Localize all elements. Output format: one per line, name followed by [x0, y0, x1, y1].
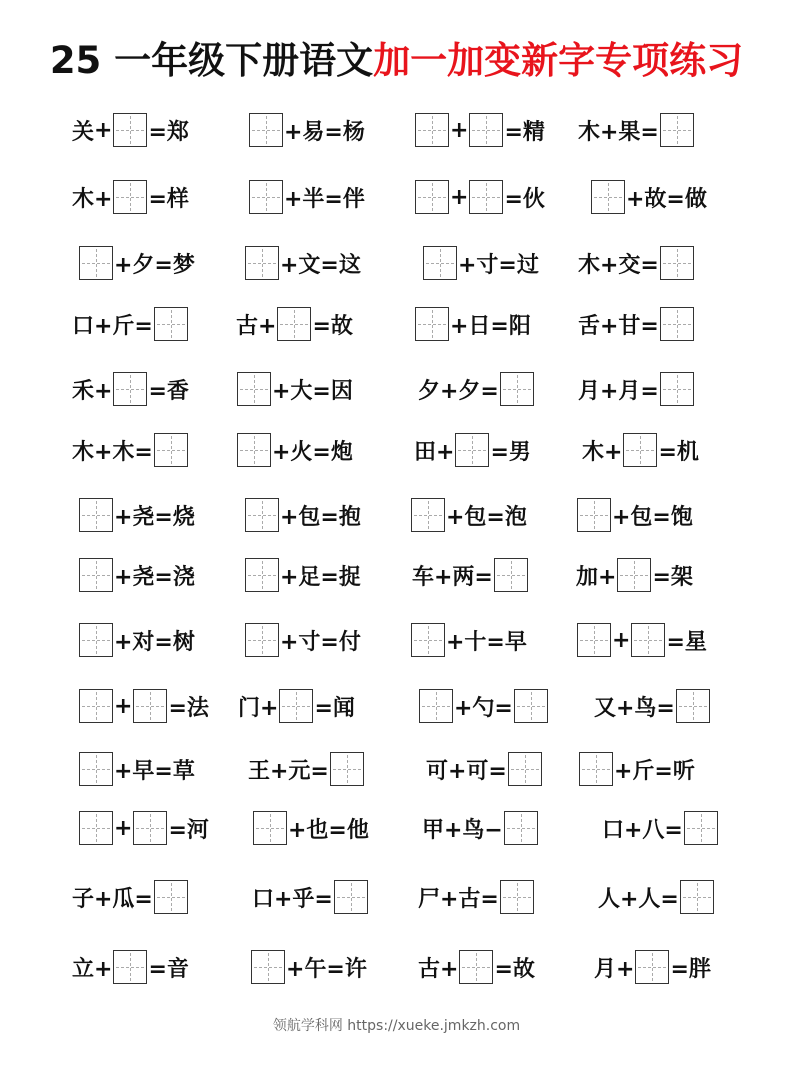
answer-box[interactable]	[79, 689, 113, 723]
answer-box[interactable]	[514, 689, 548, 723]
answer-box[interactable]	[154, 307, 188, 341]
answer-box[interactable]	[113, 950, 147, 984]
answer-box[interactable]	[591, 180, 625, 214]
equation-text: +十=早	[446, 629, 527, 655]
equation-text: +夕=梦	[114, 252, 195, 278]
equation-text: +半=伴	[284, 186, 365, 212]
equation-text: +也=他	[288, 817, 369, 843]
exercise-item	[578, 369, 695, 409]
answer-box[interactable]	[423, 246, 457, 280]
answer-box[interactable]	[455, 433, 489, 467]
answer-box[interactable]	[79, 752, 113, 786]
exercise-row	[0, 947, 793, 987]
answer-box[interactable]	[113, 180, 147, 214]
answer-box[interactable]	[79, 811, 113, 845]
equation-text: +足=捉	[280, 564, 361, 590]
exercise-item	[244, 495, 361, 535]
answer-box[interactable]	[680, 880, 714, 914]
exercise-row	[0, 749, 793, 789]
exercise-item	[576, 620, 707, 660]
answer-box[interactable]	[494, 558, 528, 592]
equation-text: 立+	[72, 956, 113, 982]
equation-text: +尧=浇	[114, 564, 195, 590]
exercise-item	[598, 877, 715, 917]
answer-box[interactable]	[133, 811, 167, 845]
exercise-item	[578, 304, 695, 344]
exercise-item	[72, 110, 189, 150]
exercise-item	[248, 177, 365, 217]
exercise-item	[422, 243, 539, 283]
exercise-item	[582, 430, 699, 470]
exercise-item	[426, 749, 543, 789]
equation-text: 甲+鸟−	[422, 817, 503, 843]
equation-text: =音	[148, 956, 189, 982]
exercise-row	[0, 808, 793, 848]
exercise-row	[0, 495, 793, 535]
answer-box[interactable]	[508, 752, 542, 786]
equation-text: +	[114, 815, 133, 841]
equation-text: =故	[312, 313, 353, 339]
exercise-item	[418, 686, 549, 726]
answer-box[interactable]	[469, 180, 503, 214]
exercise-row	[0, 243, 793, 283]
exercise-item	[578, 243, 695, 283]
equation-text: 可+可=	[426, 758, 507, 784]
exercise-item	[250, 947, 367, 987]
answer-box[interactable]	[459, 950, 493, 984]
equation-text: +	[612, 627, 631, 653]
exercise-row	[0, 430, 793, 470]
exercise-item	[576, 495, 693, 535]
answer-box[interactable]	[504, 811, 538, 845]
exercise-item	[252, 808, 369, 848]
answer-box[interactable]	[676, 689, 710, 723]
equation-text: =样	[148, 186, 189, 212]
exercise-item	[72, 304, 189, 344]
equation-text: 木+	[72, 186, 113, 212]
exercise-item	[236, 304, 353, 344]
answer-box[interactable]	[154, 433, 188, 467]
exercise-item	[422, 808, 539, 848]
equation-text: 木+	[582, 439, 623, 465]
exercise-item	[236, 430, 353, 470]
equation-text: +	[94, 117, 113, 143]
exercise-item	[78, 808, 209, 848]
answer-box[interactable]	[684, 811, 718, 845]
equation-text: 关	[72, 119, 95, 145]
exercise-item	[414, 177, 545, 217]
equation-text: 木+果=	[578, 119, 659, 145]
title-prefix: 25 一年级下册语文	[49, 39, 374, 82]
exercise-item	[594, 947, 711, 987]
equation-text: +	[114, 693, 133, 719]
answer-box[interactable]	[245, 623, 279, 657]
equation-text: 加+	[576, 564, 617, 590]
exercise-item	[78, 555, 195, 595]
answer-box[interactable]	[245, 558, 279, 592]
equation-text: =郑	[148, 119, 189, 145]
exercise-row	[0, 686, 793, 726]
equation-text: =伙	[504, 186, 545, 212]
equation-text: 口+八=	[602, 817, 683, 843]
exercise-item	[78, 749, 195, 789]
equation-text: 舌+甘=	[578, 313, 659, 339]
answer-box[interactable]	[469, 113, 503, 147]
equation-text: 月+月=	[578, 378, 659, 404]
equation-text: =河	[168, 817, 209, 843]
exercise-row	[0, 110, 793, 150]
exercise-item	[414, 304, 531, 344]
equation-text: +大=因	[272, 378, 353, 404]
exercise-item	[410, 495, 527, 535]
equation-text: 禾+	[72, 378, 113, 404]
exercise-row	[0, 877, 793, 917]
answer-box[interactable]	[577, 623, 611, 657]
exercise-item	[72, 947, 189, 987]
equation-text: +寸=付	[280, 629, 361, 655]
exercise-item	[578, 110, 695, 150]
exercise-item	[418, 947, 535, 987]
exercise-item	[412, 555, 529, 595]
answer-box[interactable]	[415, 180, 449, 214]
exercise-item	[244, 555, 361, 595]
exercise-item	[414, 110, 545, 150]
equation-text: 车+两=	[412, 564, 493, 590]
equation-text: 王+元=	[248, 758, 329, 784]
equation-text: +早=草	[114, 758, 195, 784]
answer-box[interactable]	[79, 558, 113, 592]
answer-box[interactable]	[660, 246, 694, 280]
exercise-item	[248, 749, 365, 789]
answer-box[interactable]	[660, 372, 694, 406]
equation-text: =闻	[314, 695, 355, 721]
equation-text: +	[450, 117, 469, 143]
equation-text: +文=这	[280, 252, 361, 278]
answer-box[interactable]	[245, 498, 279, 532]
equation-text: =胖	[670, 956, 711, 982]
title-highlight: 加一加变新字专项练习	[373, 39, 744, 82]
answer-box[interactable]	[660, 113, 694, 147]
exercise-item	[578, 749, 695, 789]
exercise-item	[78, 686, 209, 726]
equation-text: 口+斤=	[72, 313, 153, 339]
exercise-item	[410, 620, 527, 660]
exercise-item	[78, 243, 195, 283]
answer-box[interactable]	[113, 372, 147, 406]
equation-text: 门+	[238, 695, 279, 721]
exercise-row	[0, 620, 793, 660]
exercise-item	[248, 110, 365, 150]
equation-text: +日=阳	[450, 313, 531, 339]
answer-box[interactable]	[113, 113, 147, 147]
answer-box[interactable]	[577, 498, 611, 532]
answer-box[interactable]	[330, 752, 364, 786]
equation-text: +火=炮	[272, 439, 353, 465]
equation-text: +对=树	[114, 629, 195, 655]
exercise-item	[252, 877, 369, 917]
answer-box[interactable]	[79, 498, 113, 532]
exercise-item	[236, 369, 353, 409]
exercise-row	[0, 304, 793, 344]
answer-box[interactable]	[617, 558, 651, 592]
answer-box[interactable]	[245, 246, 279, 280]
equation-text: =架	[652, 564, 693, 590]
answer-box[interactable]	[579, 752, 613, 786]
answer-box[interactable]	[500, 880, 534, 914]
answer-box[interactable]	[415, 113, 449, 147]
exercise-item	[72, 430, 189, 470]
answer-box[interactable]	[277, 307, 311, 341]
equation-text: =故	[494, 956, 535, 982]
exercise-item	[238, 686, 355, 726]
equation-text: 人+人=	[598, 886, 679, 912]
exercise-item	[78, 495, 195, 535]
equation-text: +勺=	[454, 695, 513, 721]
equation-text: 木+交=	[578, 252, 659, 278]
equation-text: =香	[148, 378, 189, 404]
exercise-item	[72, 877, 189, 917]
equation-text: +包=饱	[612, 504, 693, 530]
equation-text: 口+乎=	[252, 886, 333, 912]
exercise-item	[594, 686, 711, 726]
equation-text: +尧=烧	[114, 504, 195, 530]
equation-text: =星	[666, 629, 707, 655]
answer-box[interactable]	[500, 372, 534, 406]
answer-box[interactable]	[419, 689, 453, 723]
answer-box[interactable]	[251, 950, 285, 984]
equation-text: +斤=听	[614, 758, 695, 784]
exercise-item	[576, 555, 693, 595]
equation-text: +故=做	[626, 186, 707, 212]
equation-text: 又+鸟=	[594, 695, 675, 721]
exercise-item	[418, 877, 535, 917]
exercise-item	[590, 177, 707, 217]
answer-box[interactable]	[334, 880, 368, 914]
answer-box[interactable]	[249, 180, 283, 214]
equation-text: +	[450, 184, 469, 210]
answer-box[interactable]	[253, 811, 287, 845]
answer-box[interactable]	[79, 246, 113, 280]
answer-box[interactable]	[133, 689, 167, 723]
answer-box[interactable]	[411, 498, 445, 532]
exercise-item	[244, 243, 361, 283]
equation-text: +午=许	[286, 956, 367, 982]
equation-text: 古+	[418, 956, 459, 982]
equation-text: +包=泡	[446, 504, 527, 530]
worksheet-title	[0, 30, 793, 84]
exercise-item	[418, 369, 535, 409]
equation-text: =法	[168, 695, 209, 721]
exercise-row	[0, 369, 793, 409]
answer-box[interactable]	[79, 623, 113, 657]
exercise-item	[602, 808, 719, 848]
equation-text: 月+	[594, 956, 635, 982]
equation-text: +寸=过	[458, 252, 539, 278]
exercise-row	[0, 177, 793, 217]
answer-box[interactable]	[154, 880, 188, 914]
answer-box[interactable]	[631, 623, 665, 657]
exercise-item	[78, 620, 195, 660]
exercise-item	[72, 177, 189, 217]
exercise-item	[414, 430, 531, 470]
equation-text: 子+瓜=	[72, 886, 153, 912]
exercise-item	[244, 620, 361, 660]
equation-text: 尸+古=	[418, 886, 499, 912]
answer-box[interactable]	[237, 372, 271, 406]
exercise-row	[0, 555, 793, 595]
equation-text: +包=抱	[280, 504, 361, 530]
equation-text: 夕+夕=	[418, 378, 499, 404]
equation-text: 古+	[236, 313, 277, 339]
answer-box[interactable]	[279, 689, 313, 723]
answer-box[interactable]	[237, 433, 271, 467]
answer-box[interactable]	[660, 307, 694, 341]
footer-watermark: 领航学科网 https://xueke.jmkzh.com	[272, 1018, 521, 1034]
answer-box[interactable]	[635, 950, 669, 984]
equation-text: +易=杨	[284, 119, 365, 145]
equation-text: =机	[658, 439, 699, 465]
equation-text: =精	[504, 119, 545, 145]
equation-text: =男	[490, 439, 531, 465]
exercise-item	[72, 369, 189, 409]
answer-box[interactable]	[411, 623, 445, 657]
answer-box[interactable]	[623, 433, 657, 467]
answer-box[interactable]	[249, 113, 283, 147]
answer-box[interactable]	[415, 307, 449, 341]
equation-text: 田+	[414, 439, 455, 465]
equation-text: 木+木=	[72, 439, 153, 465]
